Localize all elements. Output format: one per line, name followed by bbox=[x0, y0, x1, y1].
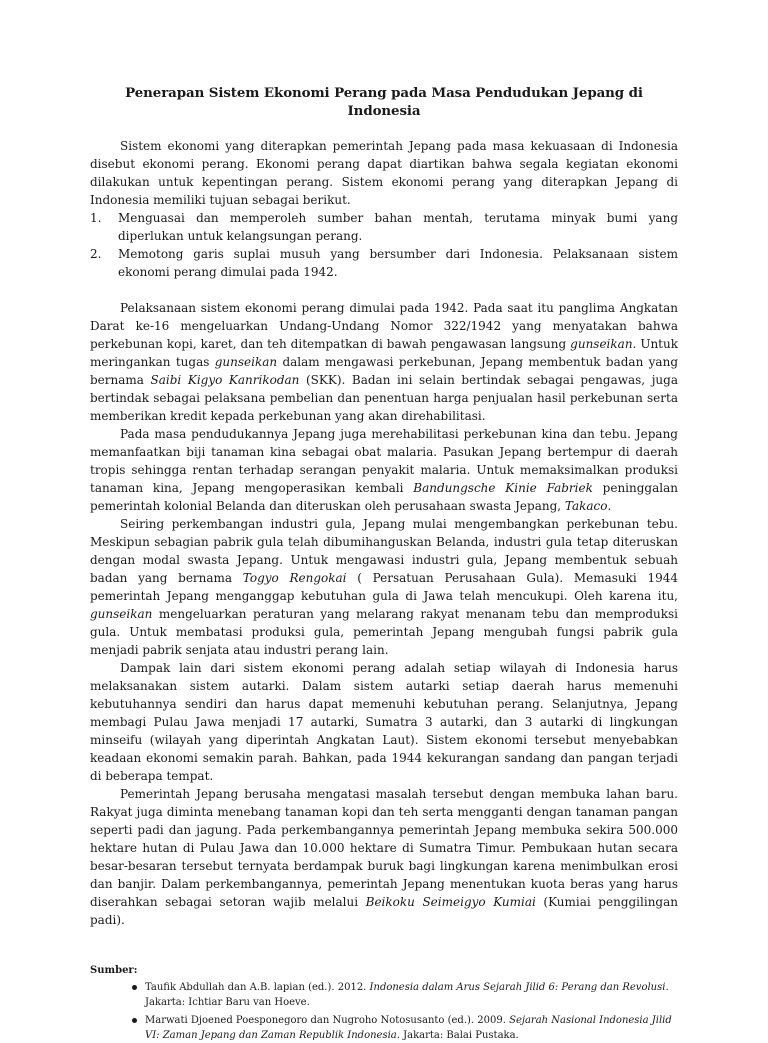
text-run: dalam mengawasi perkebunan, Jepang membentuk badan yang bernama bbox=[90, 355, 678, 387]
list-item bbox=[90, 245, 678, 281]
text-run: Taufik Abdullah dan A.B. lapian (ed.). 2012. bbox=[145, 982, 370, 993]
text-run: . bbox=[607, 499, 612, 513]
aims-list bbox=[90, 209, 678, 281]
list-item-text: Menguasai dan memperoleh sumber bahan mentah, terutama minyak bumi yang diperlukan untuk kelangsungan perang. bbox=[118, 211, 678, 243]
text-run: Pelaksanaan sistem ekonomi perang dimulai pada 1942. Pada saat itu panglima Angkatan Darat ke-16 mengeluarkan Undang-Undang Nomor 322/1942 yang menyatakan bahwa perkebunan kopi, karet, dan teh ditempatkan di bawah pengawasan langsung bbox=[90, 301, 678, 351]
italic-term: Bandungsche Kinie Fabriek bbox=[413, 481, 593, 495]
text-run: Marwati Djoened Poesponegoro dan Nugroho Notosusanto (ed.). 2009. bbox=[145, 1015, 510, 1026]
list-number: 2. bbox=[90, 247, 102, 261]
sources-list bbox=[90, 980, 678, 1043]
italic-term: Indonesia dalam Arus Sejarah Jilid 6: Perang dan Revolusi bbox=[369, 982, 666, 993]
paragraph-plantation bbox=[90, 299, 678, 425]
text-run: ( Persatuan Perusahaan Gula). Memasuki 1944 pemerintah Jepang menganggap kebutuhan gula di Jawa telah mencukupi. Oleh karena itu, bbox=[90, 571, 678, 603]
bullet-icon bbox=[132, 1018, 137, 1023]
text-run: Seiring perkembangan industri gula, Jepang mulai mengembangkan perkebunan tebu. Meskipun sebagian pabrik gula telah dibumihanguskan Belanda, industri gula tetap diteruskan dengan modal swasta Jepang. Untuk mengawasi industri gula, Jepang membentuk sebuah badan yang bernama bbox=[90, 517, 678, 585]
list-item bbox=[90, 209, 678, 245]
text-run: Pemerintah Jepang berusaha mengatasi masalah tersebut dengan membuka lahan baru. Rakyat juga diminta menebang tanaman kopi dan teh serta mengganti dengan tanaman pangan seperti padi dan jagung. Pada perkembangannya pemerintah Jepang membuka sekira 500.000 hektare hutan di Pulau Jawa dan 10.000 hektare di Sumatra Timur. Pembukaan hutan secara besar-besaran tersebut ternyata berdampak buruk bagi lingkungan karena menimbulkan erosi dan banjir. Dalam perkembangannya, pemerintah Jepang menentukan kuota beras yang harus diserahkan sebagai setoran wajib melalui bbox=[90, 787, 678, 909]
italic-term: Togyo Rengokai bbox=[242, 571, 347, 585]
list-item bbox=[132, 980, 678, 1010]
italic-term: Saibi Kigyo Kanrikodan bbox=[150, 373, 300, 387]
italic-term: gunseikan bbox=[90, 607, 153, 621]
list-item-text: Memotong garis suplai musuh yang bersumber dari Indonesia. Pelaksanaan sistem ekonomi perang dimulai pada 1942. bbox=[118, 247, 678, 279]
italic-term: Beikoku Seimeigyo Kumiai bbox=[365, 895, 536, 909]
italic-term: Sejarah Nasional Indonesia Jilid VI: Zaman Jepang dan Zaman Republik Indonesia bbox=[145, 1015, 672, 1041]
sources-section bbox=[90, 963, 678, 1043]
italic-term: gunseikan bbox=[214, 355, 278, 369]
page-title: Penerapan Sistem Ekonomi Perang pada Masa Pendudukan Jepang di Indonesia bbox=[125, 85, 643, 119]
sources-label: Sumber: bbox=[90, 965, 138, 976]
intro-paragraph: Sistem ekonomi yang diterapkan pemerintah Jepang pada masa kekuasaan di Indonesia disebut ekonomi perang. Ekonomi perang dapat diartikan bahwa segala kegiatan ekonomi dilakukan untuk kepentingan perang. Sistem ekonomi perang yang diterapkan Jepang di Indonesia memiliki tujuan sebagai berikut. bbox=[90, 139, 678, 207]
paragraph-land-clearing bbox=[90, 785, 678, 929]
bullet-icon bbox=[132, 985, 137, 990]
italic-term: Takaco bbox=[564, 499, 608, 513]
text-run: mengeluarkan peraturan yang melarang rakyat menanam tebu dan memproduksi gula. Untuk membatasi produksi gula, pemerintah Jepang mengubah fungsi pabrik gula menjadi pabrik senjata atau industri perang lain. bbox=[90, 607, 678, 657]
paragraph-sugar bbox=[90, 515, 678, 659]
text-run: . Untuk meringankan tugas bbox=[90, 337, 678, 369]
list-number: 1. bbox=[90, 211, 102, 225]
paragraph-autarky: Dampak lain dari sistem ekonomi perang adalah setiap wilayah di Indonesia harus melaksanakan sistem autarki. Dalam sistem autarki setiap daerah harus memenuhi kebutuhannya sendiri dan harus dapat memenuhi kebutuhan perang. Selanjutnya, Jepang membagi Pulau Jawa menjadi 17 autarki, Sumatra 3 autarki, dan 3 autarki di lingkungan minseifu (wilayah yang diperintah Angkatan Laut). Sistem ekonomi tersebut menyebabkan keadaan ekonomi semakin parah. Bahkan, pada 1944 kekurangan sandang dan pangan terjadi di beberapa tempat. bbox=[90, 661, 678, 783]
text-run: (SKK). Badan ini selain bertindak sebagai pengawas, juga bertindak sebagai pelaksana pembelian dan penentuan harga penjualan hasil perkebunan serta memberikan kredit kepada perkebunan yang akan direhabilitasi. bbox=[90, 373, 678, 423]
text-run: . Jakarta: Ichtiar Baru van Hoeve. bbox=[145, 982, 669, 1008]
text-run: . Jakarta: Balai Pustaka. bbox=[396, 1030, 519, 1041]
list-item bbox=[132, 1013, 678, 1043]
text-run: (Kumiai penggilingan padi). bbox=[90, 895, 678, 927]
paragraph-quinine bbox=[90, 425, 678, 515]
text-run: Pada masa pendudukannya Jepang juga merehabilitasi perkebunan kina dan tebu. Jepang memanfaatkan biji tanaman kina sebagai obat malaria. Pasukan Jepang bertempur di daerah tropis sehingga rentan terhadap serangan penyakit malaria. Untuk memaksimalkan produksi tanaman kina, Jepang mengoperasikan kembali bbox=[90, 427, 678, 495]
italic-term: gunseikan bbox=[570, 337, 633, 351]
text-run: peninggalan pemerintah kolonial Belanda dan diteruskan oleh perusahaan swasta Jepang, bbox=[90, 481, 678, 513]
